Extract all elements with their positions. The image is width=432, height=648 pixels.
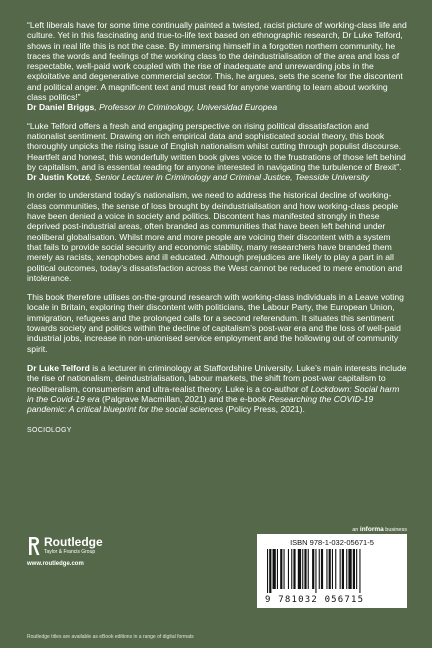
barcode-bar bbox=[340, 549, 341, 589]
bio-text: is a lecturer in criminology at Staffordshire University. Luke’s main interests include the rise of nationalism, deindustrialisation, labour markets, the shift from post-war capitalism to neoliberalism, consumerism and ultra-realist theory. Luke is a co-author of bbox=[27, 362, 407, 394]
barcode-bar bbox=[284, 549, 285, 589]
barcode-bar bbox=[304, 549, 306, 589]
blurb-paragraph: In order to understand today’s nationalism, we need to address the historical decline of working-class communities, the sense of loss brought by deindustrialisation and how working-class people have been denied a voice in society and politics. Discontent has manifested strongly in these deprived post-industrial areas, often branded as communities that have been left behind under neoliberal globalisation. Whilst more and more people are voicing their discontent with a system that fails to provide social security and economic stability, many researchers have branded them merely as racists, xenophobes and ill educated. Although prejudices are likely to play a part in all political outcomes, today’s dissatisfaction across the West cannot be reduced to mere emotion and intolerance. bbox=[27, 190, 403, 283]
author-name: Dr Luke Telford bbox=[27, 362, 90, 373]
author-bio bbox=[27, 363, 407, 414]
publisher-name: Routledge bbox=[44, 535, 103, 549]
publisher-url[interactable]: www.routledge.com bbox=[27, 561, 84, 567]
barcode-bar bbox=[293, 549, 295, 589]
barcode-bar bbox=[353, 549, 355, 589]
informa-business-tag bbox=[352, 526, 407, 533]
subject-category: SOCIOLOGY bbox=[27, 427, 72, 435]
endorsement-attribution bbox=[27, 102, 407, 112]
publisher-group: Taylor & Francis Group bbox=[44, 549, 96, 555]
routledge-logo-icon bbox=[27, 534, 41, 556]
barcode-bar bbox=[329, 549, 331, 589]
endorsement-2 bbox=[27, 121, 407, 183]
book-title: Researching the COVID-19 pandemic: A critical blueprint for the social sciences bbox=[27, 393, 374, 415]
barcode-bar bbox=[280, 549, 282, 589]
barcode-bar bbox=[291, 549, 292, 589]
barcode-image bbox=[265, 549, 399, 593]
book-title: Lockdown: Social harm in the Covid-19 era bbox=[27, 383, 400, 404]
barcode-bar bbox=[288, 549, 289, 589]
barcode-bar bbox=[277, 549, 278, 589]
endorser-name: Dr Justin Kotzé bbox=[27, 172, 91, 183]
blurb-paragraph: This book therefore utilises on-the-ground research with working-class individuals in a Leave voting locale in Britain, exploring their discontent with politicians, the Labour Party, the European Union, immigration, refugees and the prolonged calls for a second referendum. It situates this sentiment towards society and politics within the decline of capitalism’s post-war era and the loss of well-paid industrial jobs, increase in non-unionised service employment and the hollowing out of community spirit. bbox=[27, 292, 404, 354]
barcode-digits: 9 781032 056715 bbox=[265, 595, 365, 605]
barcode-bar bbox=[267, 549, 268, 593]
barcode-bar bbox=[273, 549, 276, 589]
informa-prefix: an bbox=[352, 527, 360, 533]
informa-suffix: business bbox=[383, 527, 407, 533]
cover-footer bbox=[27, 526, 407, 626]
barcode-bar bbox=[326, 549, 327, 589]
bio-text: (Policy Press, 2021). bbox=[223, 404, 305, 415]
barcode-bar bbox=[308, 549, 309, 589]
barcode-bar bbox=[332, 549, 333, 589]
barcode-bar bbox=[321, 549, 323, 589]
endorsement-attribution bbox=[27, 172, 407, 182]
endorsement-1 bbox=[27, 20, 407, 113]
informa-brand: informa bbox=[359, 526, 384, 533]
endorsement-text: “Left liberals have for some time continually painted a twisted, racist picture of working-class life and culture. Yet in this fascinating and true-to-life text based on ethnographic research, Dr Luke Telford, shows in real life this is not the case. By immersing himself in a forgotten northern community, he traces the words and feelings of the working class to the deindustrialisation of the area and loss of respectable, well-paid work coupled with the rise of inadequate and unrewarding jobs in the exploitative and degenerative commercial sector. This, he argues, sets the scene for the discontent and political anger. A magnificent text and must read for anyone wanting to learn about working class politics!” bbox=[27, 20, 407, 103]
barcode-bar bbox=[359, 549, 360, 593]
barcode-bar bbox=[356, 549, 357, 589]
barcode-bar bbox=[342, 549, 344, 589]
barcode-panel bbox=[257, 534, 407, 608]
barcode-bar bbox=[302, 549, 303, 589]
barcode-bar bbox=[312, 549, 314, 589]
endorser-affiliation: , Senior Lecturer in Criminology and Criminal Justice, Teesside University bbox=[90, 172, 370, 183]
barcode-bar bbox=[348, 549, 351, 589]
barcode-bar bbox=[319, 549, 320, 589]
back-cover-text bbox=[27, 20, 407, 437]
barcode-bar bbox=[269, 549, 271, 593]
bio-text: (Palgrave Macmillan, 2021) and the e-book bbox=[99, 393, 269, 404]
ebook-availability-note: Routledge titles are available as eBook editions in a range of digital formats bbox=[27, 634, 194, 640]
barcode-bar bbox=[298, 549, 301, 589]
barcode-bar bbox=[315, 549, 316, 593]
endorser-name: Dr Daniel Briggs bbox=[27, 102, 95, 113]
endorsement-text: “Luke Telford offers a fresh and engaging perspective on rising political dissatisfaction and nationalist sentiment. Drawing on rich empirical data and sophisticated social theory, this book thoroughly unpicks the rising issue of English nationalism whilst cutting through populist discourse. Heartfelt and honest, this wonderfully written book gives voice to the frustrations of those left behind by capitalism, and is essential reading for anyone interested in navigating the turbulence of Brexit”. bbox=[27, 120, 406, 172]
isbn-number: ISBN 978-1-032-05671-5 bbox=[290, 538, 374, 547]
barcode-bar bbox=[335, 549, 336, 589]
endorser-affiliation: , Professor in Criminology, Universidad Europea bbox=[94, 102, 278, 113]
barcode-bar bbox=[346, 549, 347, 589]
